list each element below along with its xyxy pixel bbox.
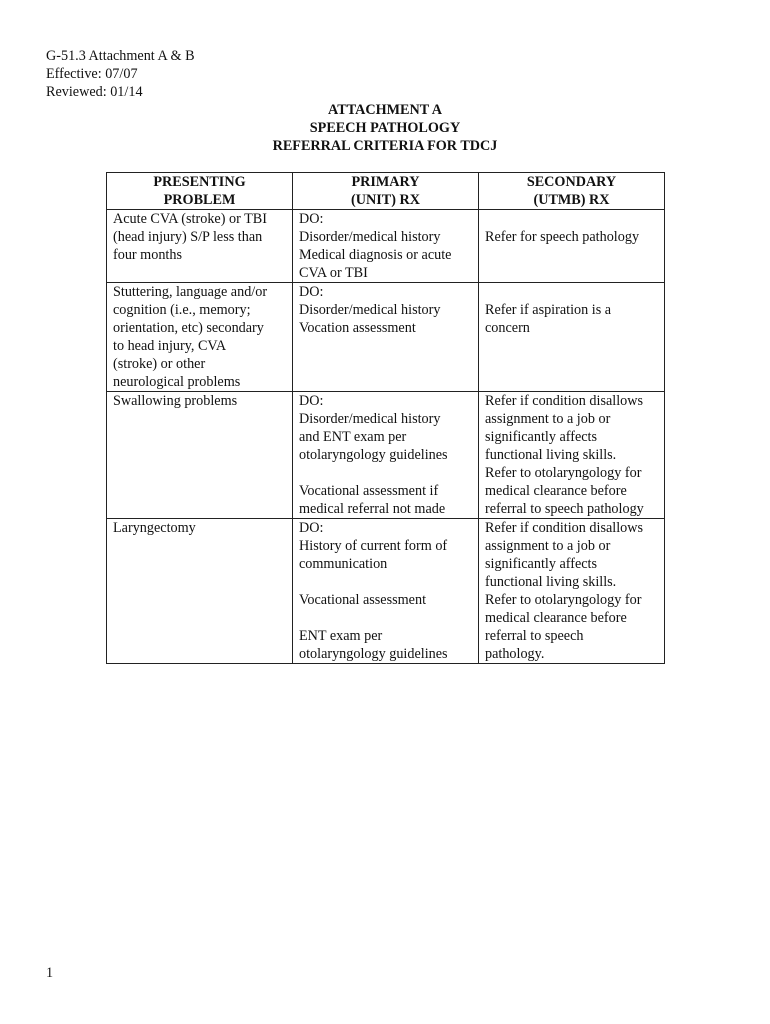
cell-line: and ENT exam per — [299, 429, 407, 445]
problem-cell — [107, 392, 293, 519]
problem-cell — [107, 210, 293, 283]
cell-line: Laryngectomy — [113, 520, 196, 536]
speech-pathology-title: SPEECH PATHOLOGY — [309, 120, 461, 136]
cell-line: otolaryngology guidelines — [299, 646, 448, 662]
cell-line: medical referral not made — [299, 501, 446, 517]
cell-line: History of current form of — [299, 538, 448, 554]
table-body — [107, 210, 665, 664]
cell-line: assignment to a job or — [485, 411, 611, 427]
cell-line: four months — [113, 247, 182, 263]
cell-line: functional living skills. — [485, 574, 617, 590]
cell-line: (head injury) S/P less than — [113, 229, 263, 245]
cell-line: medical clearance before — [485, 610, 627, 626]
cell-line: medical clearance before — [485, 483, 627, 499]
primary-rx-cell — [293, 283, 479, 392]
cell-line: DO: — [299, 520, 324, 536]
primary-rx-cell — [293, 519, 479, 664]
attachment-title: ATTACHMENT A — [328, 102, 442, 118]
table-header-row — [107, 173, 665, 210]
cell-line: referral to speech pathology — [485, 501, 644, 517]
cell-line: orientation, etc) secondary — [113, 320, 264, 336]
cell-line: Refer for speech pathology — [485, 229, 640, 245]
referral-criteria-title: REFERRAL CRITERIA FOR TDCJ — [272, 138, 498, 154]
cell-line: Refer if condition disallows — [485, 520, 644, 536]
header-secondary-rx: SECONDARY (UTMB) RX — [479, 173, 665, 210]
table-row — [107, 519, 665, 664]
cell-line: Stuttering, language and/or — [113, 284, 268, 300]
cell-line: Refer to otolaryngology for — [485, 465, 642, 481]
secondary-rx-cell — [479, 519, 665, 664]
cell-line: (stroke) or other — [113, 356, 206, 372]
cell-line: significantly affects — [485, 556, 598, 572]
secondary-rx-cell — [479, 392, 665, 519]
document-id: G-51.3 Attachment A & B — [46, 48, 195, 64]
problem-cell — [107, 519, 293, 664]
cell-line: DO: — [299, 284, 324, 300]
cell-line: cognition (i.e., memory; — [113, 302, 251, 318]
cell-line: DO: — [299, 393, 324, 409]
reviewed-date: Reviewed: 01/14 — [46, 84, 143, 100]
cell-line: Swallowing problems — [113, 393, 238, 409]
cell-line: Refer if condition disallows — [485, 393, 644, 409]
blank-line — [485, 210, 658, 228]
cell-line: Vocational assessment if — [299, 483, 439, 499]
table-row — [107, 210, 665, 283]
cell-line: ENT exam per — [299, 628, 383, 644]
header-primary-rx: PRIMARY (UNIT) RX — [293, 173, 479, 210]
cell-line: Refer if aspiration is a — [485, 302, 612, 318]
cell-line: Vocation assessment — [299, 320, 416, 336]
header-presenting-problem: PRESENTING PROBLEM — [107, 173, 293, 210]
cell-line: communication — [299, 556, 388, 572]
cell-line: Vocational assessment — [299, 592, 427, 608]
document-header — [46, 47, 195, 101]
cell-line: to head injury, CVA — [113, 338, 227, 354]
cell-line: assignment to a job or — [485, 538, 611, 554]
table-row — [107, 392, 665, 519]
cell-line: otolaryngology guidelines — [299, 447, 448, 463]
secondary-rx-cell — [479, 283, 665, 392]
blank-line — [485, 283, 658, 301]
problem-cell — [107, 283, 293, 392]
document-titles — [0, 101, 770, 155]
effective-date: Effective: 07/07 — [46, 66, 138, 82]
primary-rx-cell — [293, 392, 479, 519]
cell-line: functional living skills. — [485, 447, 617, 463]
cell-line: Refer to otolaryngology for — [485, 592, 642, 608]
blank-line — [299, 573, 472, 591]
cell-line: referral to speech — [485, 628, 584, 644]
cell-line: Medical diagnosis or acute — [299, 247, 452, 263]
primary-rx-cell — [293, 210, 479, 283]
cell-line: Acute CVA (stroke) or TBI — [113, 211, 267, 227]
cell-line: Disorder/medical history — [299, 302, 441, 318]
cell-line: Disorder/medical history — [299, 229, 441, 245]
table-row — [107, 283, 665, 392]
cell-line: significantly affects — [485, 429, 598, 445]
blank-line — [299, 464, 472, 482]
cell-line: CVA or TBI — [299, 265, 368, 281]
cell-line: Disorder/medical history — [299, 411, 441, 427]
cell-line: neurological problems — [113, 374, 241, 390]
secondary-rx-cell — [479, 210, 665, 283]
page-number: 1 — [46, 965, 54, 981]
referral-criteria-table — [106, 172, 665, 664]
blank-line — [299, 609, 472, 627]
cell-line: pathology. — [485, 646, 545, 662]
cell-line: concern — [485, 320, 530, 336]
cell-line: DO: — [299, 211, 324, 227]
